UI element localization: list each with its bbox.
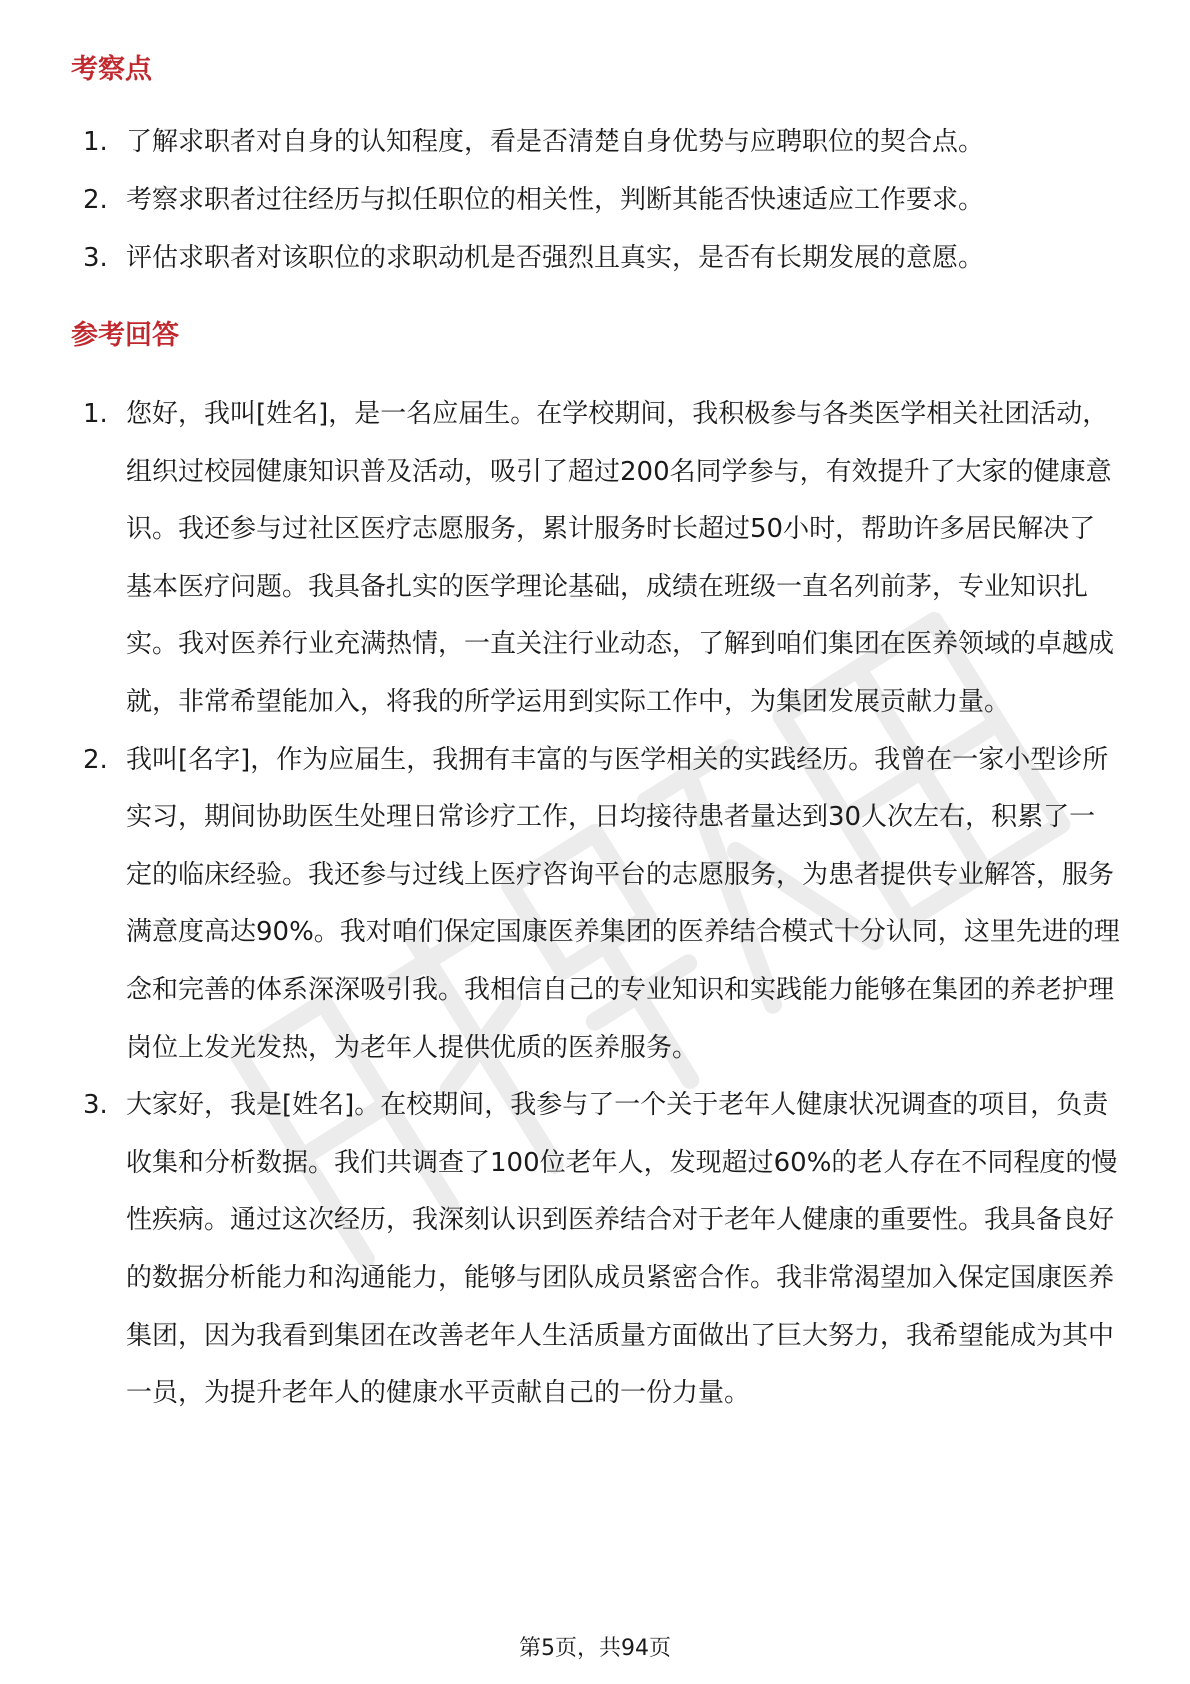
page-footer: 第5页，共94页 (519, 1636, 671, 1661)
list-item-number: 3. (83, 1090, 108, 1121)
section-title-points: 考察点 (71, 54, 152, 85)
list-item-number: 3. (83, 243, 108, 273)
list-item-text: 大家好，我是[姓名]。在校期间，我参与了一个关于老年人健康状况调查的项目，负责收集和分析数据。我们共调查了100位老年人，发现超过60%的老人存在不同程度的慢性疾病。通过这次经历，我深刻认识到医养结合对于老年人健康的重要性。我具备良好的数据分析能力和沟通能力，能够与团队成员紧密合作。我非常渴望加入保定国康医养集团，因为我看到集团在改善老年人生活质量方面做出了巨大努力，我希望能成为其中一员，为提升老年人的健康水平贡献自己的一份力量。 (126, 1090, 1118, 1409)
section-title-answers: 参考回答 (71, 320, 179, 351)
list-item-number: 2. (83, 744, 108, 775)
points-list (0, 122, 1190, 296)
list-item (0, 386, 1190, 732)
list-item (0, 238, 1190, 278)
list-item-number: 1. (83, 399, 108, 429)
list-item (0, 180, 1190, 220)
list-item (0, 1077, 1190, 1423)
list-item-text: 评估求职者对该职位的求职动机是否强烈且真实，是否有长期发展的意愿。 (126, 243, 985, 273)
answers-list (0, 386, 1190, 1423)
list-item-number: 1. (83, 127, 108, 157)
list-item-text: 了解求职者对自身的认知程度，看是否清楚自身优势与应聘职位的契合点。 (126, 127, 985, 157)
list-item-text: 您好，我叫[姓名]，是一名应届生。在学校期间，我积极参与各类医学相关社团活动，组织过校园健康知识普及活动，吸引了超过200名同学参与，有效提升了大家的健康意识。我还参与过社区医疗志愿服务，累计服务时长超过50小时，帮助许多居民解决了基本医疗问题。我具备扎实的医学理论基础，成绩在班级一直名列前茅，专业知识扎实。我对医养行业充满热情，一直关注行业动态，了解到咱们集团在医养领域的卓越成就，非常希望能加入，将我的所学运用到实际工作中，为集团发展贡献力量。 (126, 399, 1115, 717)
list-item (0, 122, 1190, 162)
list-item-number: 2. (83, 185, 108, 215)
list-item (0, 732, 1190, 1078)
list-item-text: 我叫[名字]，作为应届生，我拥有丰富的与医学相关的实践经历。我曾在一家小型诊所实习，期间协助医生处理日常诊疗工作，日均接待患者量达到30人次左右，积累了一定的临床经验。我还参与过线上医疗咨询平台的志愿服务，为患者提供专业解答，服务满意度高达90%。我对咱们保定国康医养集团的医养结合模式十分认同，这里先进的理念和完善的体系深深吸引我。我相信自己的专业知识和实践能力能够在集团的养老护理岗位上发光发热，为老年人提供优质的医养服务。 (126, 744, 1120, 1063)
list-item-text: 考察求职者过往经历与拟任职位的相关性，判断其能否快速适应工作要求。 (126, 185, 985, 215)
